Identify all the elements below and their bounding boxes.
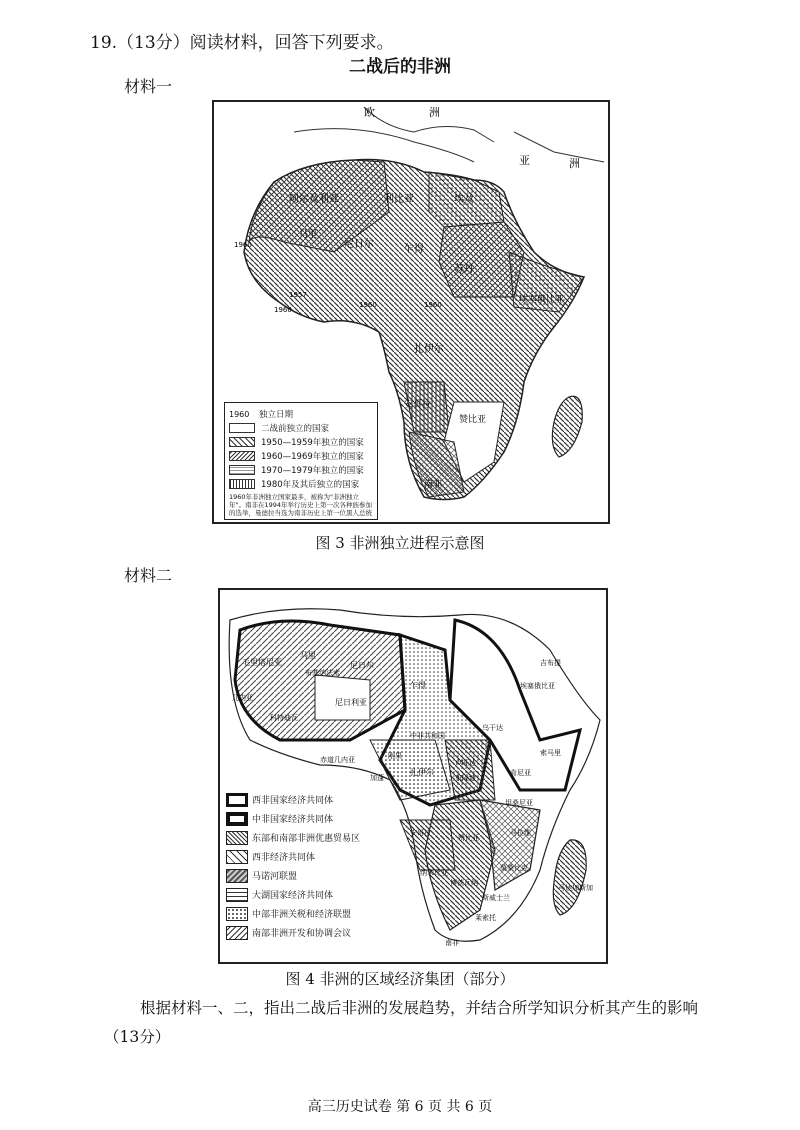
map1-label-south-africa: 南非 [424, 480, 443, 490]
map1-year-5: 1960 [424, 301, 442, 309]
legend1-item: 1950—1959年独立的国家 [261, 438, 364, 448]
map1-label-ethiopia: 埃塞俄比亚 [519, 295, 565, 305]
map2-label: 扎伊尔 [410, 768, 434, 777]
legend1-item: 1980年及其后独立的国家 [261, 480, 360, 490]
legend2-item: 大湖国家经济共同体 [252, 891, 334, 901]
map2-label: 赞比亚 [458, 834, 479, 842]
legend2-item: 西非国家经济共同体 [252, 796, 334, 806]
map2-label: 乍得 [410, 681, 426, 690]
map2-label: 加蓬 [370, 774, 384, 782]
task-text: 根据材料一、二，指出二战后非洲的发展趋势，并结合所学知识分析其产生的影响 [140, 999, 699, 1017]
map2-label: 斯威士兰 [482, 894, 510, 902]
map1-label-europe2: 洲 [429, 106, 440, 119]
task-score: （13分） [104, 1028, 171, 1046]
legend1-year-swatch: 1960 [229, 409, 250, 419]
legend2-item: 东部和南部非洲优惠贸易区 [252, 834, 361, 844]
legend2-item: 中部非洲关税和经济联盟 [252, 910, 352, 920]
map2-label: 吉布提 [540, 659, 561, 667]
map1-year-1: 1960 [234, 241, 252, 249]
map2-label: 马拉维 [510, 829, 531, 837]
map2-label: 中非共和国 [410, 732, 445, 740]
map1-label-niger: 尼日尔 [344, 239, 374, 250]
map1-year-4: 1960 [359, 301, 377, 309]
material1-label: 材料一 [124, 77, 173, 96]
legend1-note: 1960年非洲独立国家最多，被称为"非洲独立年"。南非在1994年举行历史上第一次各种族参加的选举，曼德拉当选为南非历史上第一位黑人总统 [229, 493, 373, 517]
map1-label-chad: 乍得 [404, 244, 424, 255]
map1-label-europe1: 欧 [364, 106, 375, 119]
map1-caption: 图 3 非洲独立进程示意图 [315, 534, 485, 552]
map2-label: 科特迪瓦 [270, 714, 298, 722]
map2-label: 赤道几内亚 [320, 756, 355, 764]
map2-label: 毛里塔尼亚 [242, 658, 282, 667]
map2-label: 刚果 [388, 752, 402, 760]
legend1-item: 二战前独立的国家 [261, 424, 330, 434]
map2-label: 尼日尔 [350, 661, 374, 670]
map1-label-sudan: 苏丹 [454, 264, 474, 275]
map2-label: 卢旺达 [455, 759, 476, 767]
legend1-item: 1960—1969年独立的国家 [261, 452, 364, 462]
map2-label: 纳米比亚 [420, 869, 448, 877]
map2-legend [226, 790, 371, 942]
madagascar-2 [553, 840, 586, 915]
map2-label: 埃塞俄比亚 [520, 682, 555, 690]
map2-label: 莫桑比克 [500, 864, 528, 872]
map2-label: 索马里 [540, 749, 561, 757]
map1-year-2: 1957 [289, 291, 307, 299]
map1-label-mali: 马里 [299, 230, 318, 240]
map2-label: 尼日利亚 [335, 698, 367, 707]
map2-label: 马达加斯加 [558, 884, 593, 892]
legend1-item: 1970—1979年独立的国家 [261, 466, 364, 476]
question-title: 二战后的非洲 [349, 57, 451, 77]
map1-legend [224, 402, 378, 520]
map2-label: 肯尼亚 [510, 769, 531, 777]
map1-label-zaire: 扎伊尔 [414, 344, 444, 355]
map2-label: 安哥拉 [410, 829, 431, 837]
legend2-item: 西非经济共同体 [252, 853, 316, 863]
map2-label: 南非 [445, 939, 459, 947]
legend1-item: 独立日期 [259, 410, 294, 420]
map2-label: 布基纳法索 [305, 669, 340, 677]
page-footer: 高三历史试卷 第 6 页 共 6 页 [307, 1099, 493, 1115]
legend2-item: 中非国家经济共同体 [252, 815, 334, 825]
map1-label-algeria: 阿尔及利亚 [289, 194, 339, 205]
map1-label-asia1: 亚 [519, 154, 530, 167]
map1-label-zambia: 赞比亚 [459, 415, 487, 425]
map1-label-angola: 安哥拉 [404, 400, 432, 410]
map2-label: 马里 [300, 651, 316, 660]
question-header: 19.（13分）阅读材料，回答下列要求。 [90, 33, 394, 53]
map2-label: 几内亚 [232, 694, 253, 702]
legend2-item: 南部非洲开发和协调会议 [252, 929, 352, 939]
map2-label: 乌干达 [482, 724, 503, 732]
material2-label: 材料二 [124, 566, 173, 585]
legend2-item: 马诺河联盟 [252, 872, 298, 882]
map1-label-egypt: 埃及 [454, 194, 474, 205]
map2-label: 博茨瓦纳 [450, 879, 478, 887]
map2-label: 坦桑尼亚 [505, 799, 533, 807]
map2-caption: 图 4 非洲的区域经济集团（部分） [285, 970, 515, 988]
map1-year-3: 1960 [274, 306, 292, 314]
map2-label: 莱索托 [475, 914, 496, 922]
map2-label: 布隆迪 [455, 774, 476, 782]
map1-label-libya: 利比亚 [384, 194, 414, 205]
map1-label-asia2: 洲 [569, 157, 580, 170]
madagascar [552, 396, 582, 457]
